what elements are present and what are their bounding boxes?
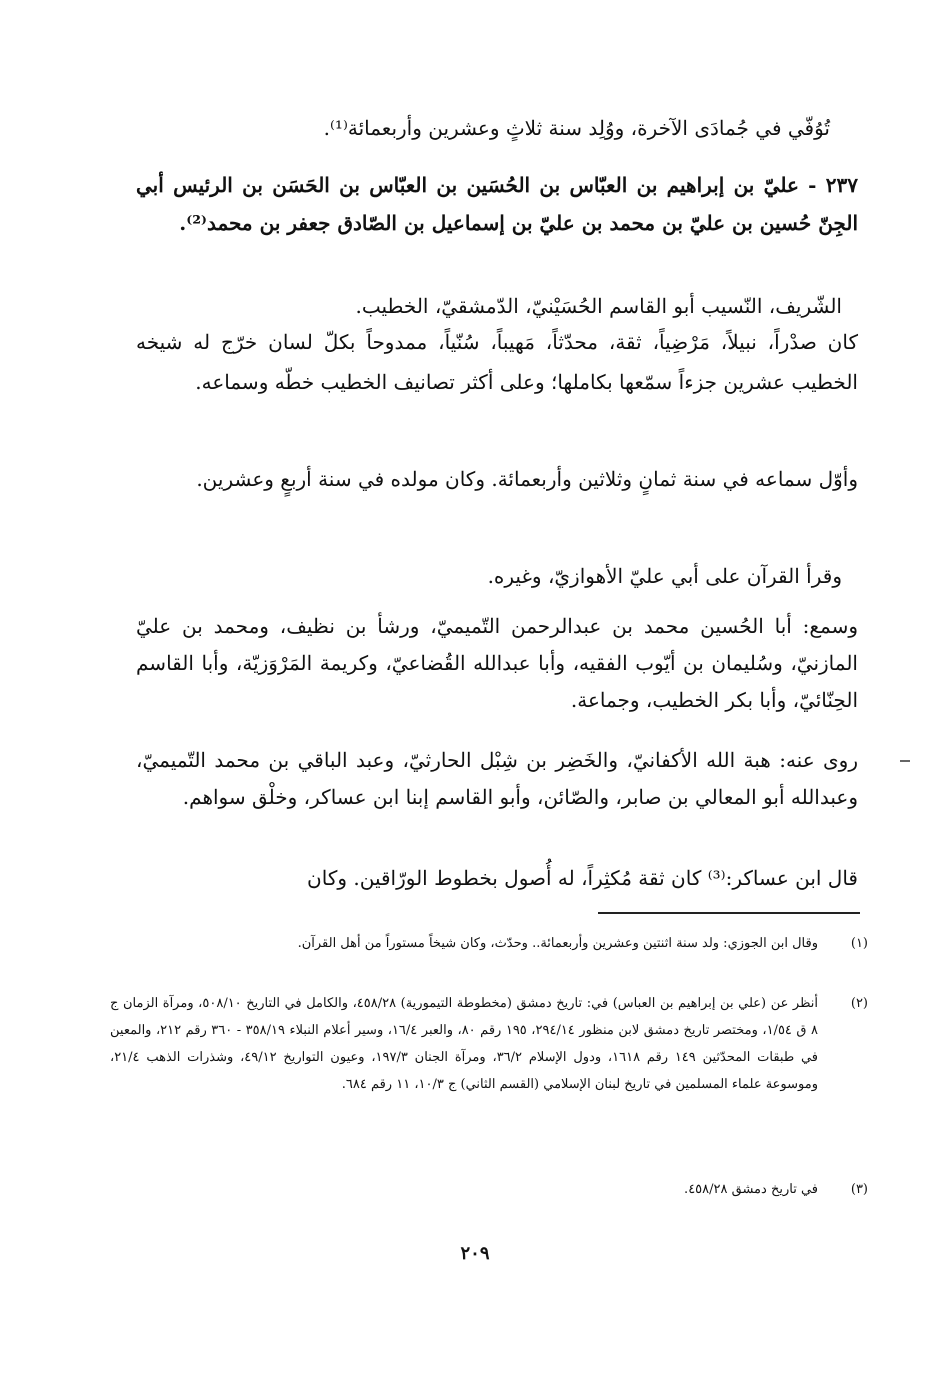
paragraph-students: روى عنه: هبة الله الأكفانيّ، والخَضِر بن شِبْل الحارثيّ، وعبد الباقي بن محمد التّميميّ، وعبدالله أبو المعالي بن صابر، والصّائن، وأبو القاسم إبنا ابن عساكر، وخلْق سواهم. [136, 748, 858, 809]
footnote-number: (٣) [850, 1182, 868, 1197]
footnote-text: في تاريخ دمشق ٤٥٨/٢٨. [684, 1182, 818, 1197]
page-number: ٢٠٩ [460, 1243, 490, 1264]
margin-mark [900, 760, 910, 762]
footnote-divider [598, 912, 860, 914]
entry-header: ٢٣٧ - عليّ بن إبراهيم بن العبّاس بن الحُسَين بن العبّاس بن الحَسَن بن الرئيس أبي الجِنّ حُسين بن عليّ بن محمد بن عليّ بن إسماعيل بن الصّادق جعفر بن محمد⁽²⁾. [136, 173, 858, 235]
paragraph-quran: وقرأ القرآن على أبي عليّ الأهوازيّ، وغيره. [487, 564, 842, 588]
footnote [110, 930, 866, 957]
opening-line: تُوُفّي في جُمادَى الآخرة، ووُلِد سنة ثلاثٍ وعشرين وأربعمائة⁽¹⁾. [323, 116, 830, 140]
paragraph-ibn-asakir: قال ابن عساكر:⁽³⁾ كان ثقة مُكثِراً، له أُصول بخطوط الورّاقين. وكان [307, 866, 858, 890]
paragraph-birth: وأوّل سماعه في سنة ثمانٍ وثلاثين وأربعمائة. وكان مولده في سنة أربعٍ وعشرين. [196, 467, 858, 491]
footnote-number: (١) [850, 936, 868, 951]
footnote-text: أنظر عن (علي بن إبراهيم بن العباس) في: تاريخ دمشق (مخطوطة التيمورية) ٤٥٨/٢٨، والكامل في التاريخ ٥٠٨/١٠، ومرآة الزمان ج ٨ ق ١/٥٤، ومختصر تاريخ دمشق لابن منظور ٢٩٤/١٤، ١٩٥ رقم ٨٠، والعبر ١٦/٤، وسير أعلام النبلاء ٣٥٨/١٩ - ٣٦٠ رقم ٢١٢، والمعين في طبقات المحدّثين ١٤٩ رقم ١٦١٨، ودول الإسلام ٣٦/٢، ومرآة الجنان ١٩٧/٣، وعيون التواريخ ٤٩/١٢، وشذرات الذهب ٢١/٤، وموسوعة علماء المسلمين في تاريخ لبنان الإسلامي (القسم الثاني) ج ١٠/٣، ١١ رقم ٦٨٤. [110, 996, 819, 1092]
footnote [110, 990, 866, 1098]
paragraph-teachers: وسمع: أبا الحُسين محمد بن عبدالرحمن التّميميّ، ورشأ بن نظيف، ومحمد بن عليّ المازنيّ، وسُليمان بن أيّوب الفقيه، وأبا عبدالله القُضاعيّ، وكريمة المَرْوَزيّة، وأبا القاسم الحِنّائيّ، وأبا بكر الخطيب، وجماعة. [136, 614, 858, 712]
footnote-number: (٢) [850, 996, 868, 1011]
footnote-text: وقال ابن الجوزي: ولد سنة اثنتين وعشرين وأربعمائة.. وحدّث، وكان شيخاً مستوراً من أهل القرآن. [297, 936, 818, 951]
paragraph-description: كان صدْراً، نبيلاً، مَرْضِياً، ثقة، محدّثاً، مَهيباً، سُنّياً، ممدوحاً بكلّ لسان خرّج له شيخه الخطيب عشرين جزءاً سمّعها بكاملها؛ وعلى أكثر تصانيف الخطيب خطّه وسماعه. [136, 330, 858, 394]
entry-titles: الشّريف، النّسيب أبو القاسم الحُسَيْنيّ، الدّمشقيّ، الخطيب. [355, 294, 842, 318]
footnote [110, 1176, 866, 1203]
